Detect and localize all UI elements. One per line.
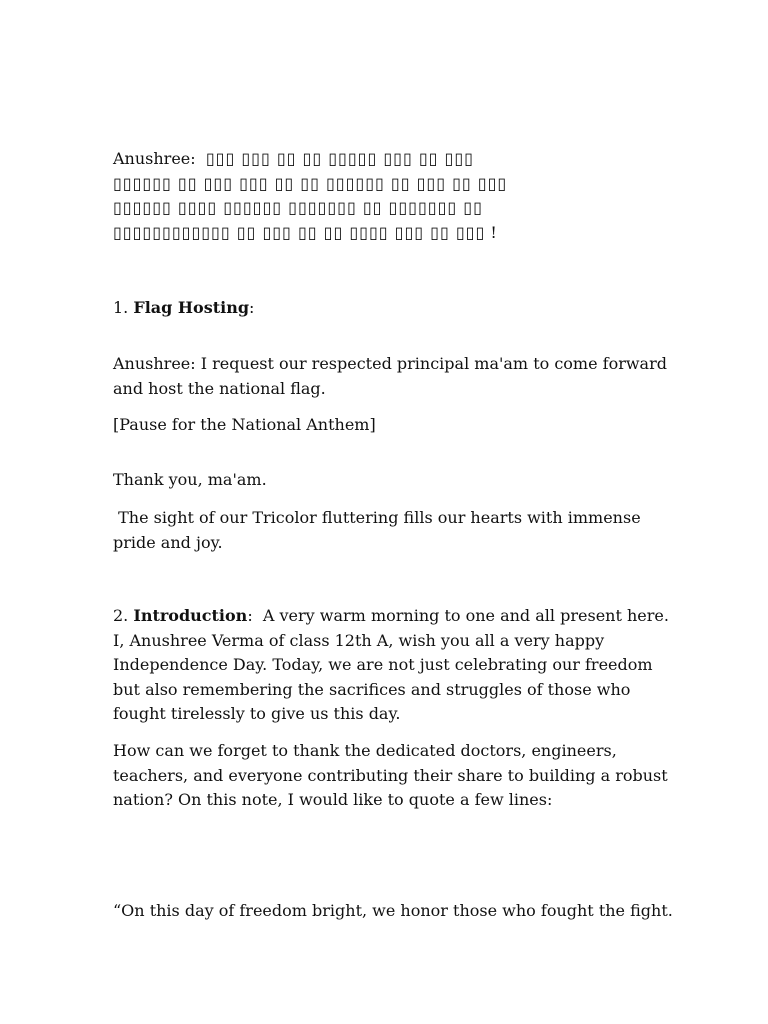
intro-line-4: ▯▯▯▯▯▯▯▯▯▯▯▯ ▯▯ ▯▯▯ ▯▯ ▯▯ ▯▯▯▯ ▯▯▯ ▯▯ ▯▯▯ bbox=[113, 222, 486, 242]
section-1-colon: : bbox=[249, 298, 255, 317]
intro-line-1: ▯▯▯ ▯▯▯ ▯▯ ▯▯ ▯▯▯▯▯ ▯▯▯ ▯▯ ▯▯▯ bbox=[205, 149, 474, 168]
section-1-number: 1. bbox=[113, 298, 129, 317]
section-2-colon: : bbox=[247, 606, 253, 625]
request-paragraph: Anushree: I request our respected principal ma'am to come forward and host the national flag. bbox=[113, 354, 667, 398]
section-1-heading bbox=[113, 296, 673, 321]
pause-paragraph: [Pause for the National Anthem] bbox=[113, 415, 376, 434]
intro-line-3: ▯▯▯▯▯▯ ▯▯▯▯ ▯▯▯▯▯▯ ▯▯▯▯▯▯▯ ▯▯ ▯▯▯▯▯▯▯ ▯▯ bbox=[113, 198, 483, 217]
intro-block bbox=[113, 147, 673, 245]
thanks-paragraph: Thank you, ma'am. bbox=[113, 470, 267, 489]
intro-line-4-end: ! bbox=[490, 222, 497, 242]
speaker-name: Anushree: bbox=[113, 149, 196, 168]
section-2-title: Introduction bbox=[133, 606, 248, 625]
section-2-text: A very warm morning to one and all present here. I, Anushree Verma of class 12th A, wish you all a very happy Independence Day. Today, we are not just celebrating our freedom but also remembering the sacrifices and struggles of those who fought tirelessly to give us this day. bbox=[113, 606, 675, 723]
section-1-title: Flag Hosting bbox=[133, 298, 250, 317]
quote-paragraph: “On this day of freedom bright, we honor those who fought the fight. bbox=[113, 901, 673, 920]
forget-paragraph: How can we forget to thank the dedicated doctors, engineers, teachers, and everyone contributing their share to building a robust nation? On this note, I would like to quote a few lines: bbox=[113, 741, 668, 809]
section-2-number: 2. bbox=[113, 606, 129, 625]
intro-line-2: ▯▯▯▯▯▯ ▯▯ ▯▯▯ ▯▯▯ ▯▯ ▯▯ ▯▯▯▯▯▯ ▯▯ ▯▯▯ ▯▯ ▯▯▯ bbox=[113, 173, 508, 193]
sight-paragraph: The sight of our Tricolor fluttering fills our hearts with immense pride and joy. bbox=[113, 508, 646, 552]
introduction-paragraph bbox=[113, 604, 673, 727]
